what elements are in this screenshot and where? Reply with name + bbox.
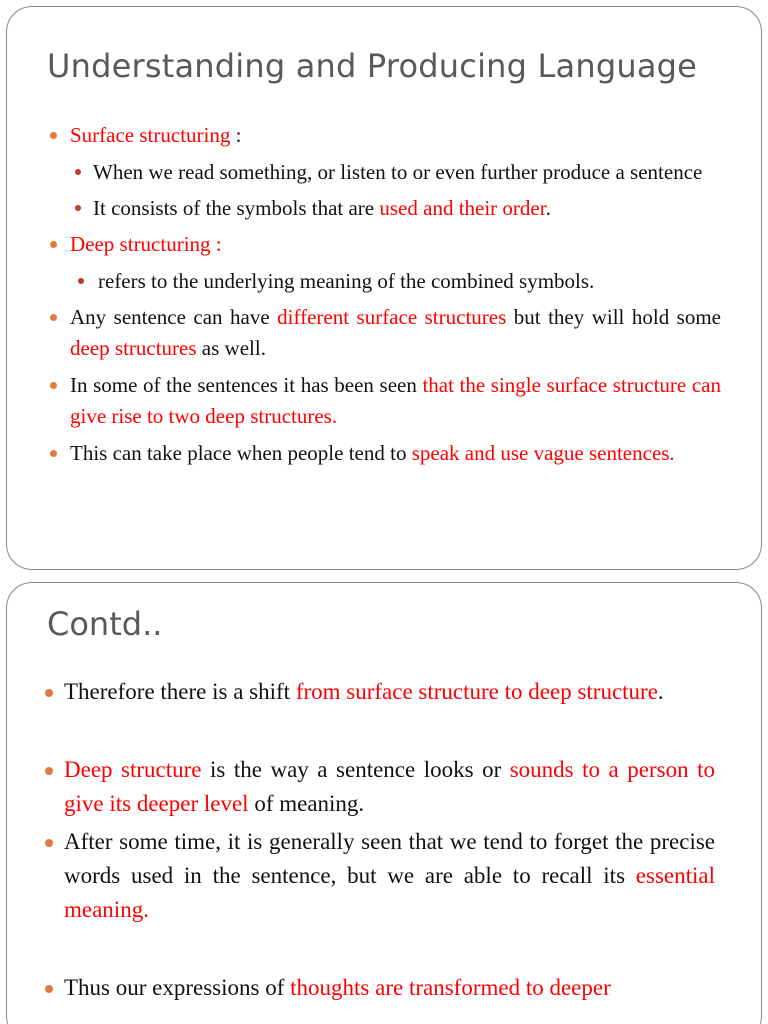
- highlighted-text: used and their order: [379, 196, 546, 220]
- bullet-text: but they will hold some: [506, 305, 721, 329]
- bullet-text: In some of the sentences it has been seen: [70, 373, 423, 397]
- bullet-text: After some time, it is generally seen that we tend to forget the precise words used in the sentence, but we are able to recall its: [64, 829, 715, 888]
- sub-bullet-item: [47, 266, 721, 297]
- slide-2: [6, 582, 762, 1024]
- bullet-item: [47, 229, 721, 260]
- bullet-text: Therefore there is a shift: [64, 679, 296, 704]
- bullet-dot-icon: [75, 205, 81, 211]
- bullet-dot-icon: [45, 985, 53, 993]
- highlighted-text: Surface structuring: [70, 123, 231, 147]
- bullet-dot-icon: [50, 450, 57, 457]
- highlighted-text: different surface structures: [277, 305, 507, 329]
- bullet-text: .: [657, 679, 664, 704]
- bullet-item: [47, 120, 721, 151]
- bullet-item: [43, 825, 715, 927]
- bullet-text: .: [545, 196, 551, 220]
- highlighted-text: that the single surface structure can give rise to two deep structures.: [70, 373, 721, 428]
- highlighted-text: thoughts are transformed to deeper: [290, 975, 611, 1000]
- bullet-item: [47, 370, 721, 432]
- highlighted-text: sounds to a person to give its deeper level: [64, 757, 715, 816]
- slide-title: Understanding and Producing Language: [47, 47, 698, 85]
- bullet-dot-icon: [50, 314, 57, 321]
- bullet-list: [47, 120, 721, 475]
- bullet-dot-icon: [45, 767, 53, 775]
- sub-bullet-item: [47, 193, 721, 224]
- bullet-text: is the way a sentence looks or: [201, 757, 510, 782]
- sub-bullet-item: [47, 157, 721, 188]
- bullet-item: [43, 753, 715, 821]
- bullet-text: When we read something, or listen to or even further produce a sentence: [93, 160, 703, 184]
- highlighted-text: Deep structuring :: [70, 232, 222, 256]
- bullet-item: [47, 438, 721, 469]
- highlighted-text: speak and use vague sentences.: [411, 441, 675, 465]
- highlighted-text: deep structures: [70, 336, 197, 360]
- bullet-dot-icon: [78, 278, 84, 284]
- bullet-item: [43, 971, 715, 1005]
- bullet-dot-icon: [45, 839, 53, 847]
- highlighted-text: from surface structure to deep structure: [295, 679, 658, 704]
- bullet-text: refers to the underlying meaning of the combined symbols.: [98, 269, 595, 293]
- bullet-list: [43, 675, 715, 1009]
- bullet-dot-icon: [50, 382, 57, 389]
- bullet-dot-icon: [50, 132, 57, 139]
- slide-title: Contd..: [47, 605, 163, 643]
- bullet-text: Thus our expressions of: [64, 975, 291, 1000]
- bullet-text: as well.: [196, 336, 266, 360]
- highlighted-text: Deep structure: [64, 757, 202, 782]
- slide-1: [6, 6, 762, 570]
- bullet-dot-icon: [50, 241, 57, 248]
- bullet-text: It consists of the symbols that are: [93, 196, 380, 220]
- bullet-item: [47, 302, 721, 364]
- bullet-dot-icon: [75, 169, 81, 175]
- highlighted-text: essential meaning.: [64, 863, 715, 922]
- bullet-text: of meaning.: [248, 791, 365, 816]
- bullet-text: :: [230, 123, 242, 147]
- bullet-item: [43, 675, 715, 709]
- bullet-dot-icon: [45, 689, 53, 697]
- bullet-text: Any sentence can have: [70, 305, 278, 329]
- bullet-text: This can take place when people tend to: [70, 441, 412, 465]
